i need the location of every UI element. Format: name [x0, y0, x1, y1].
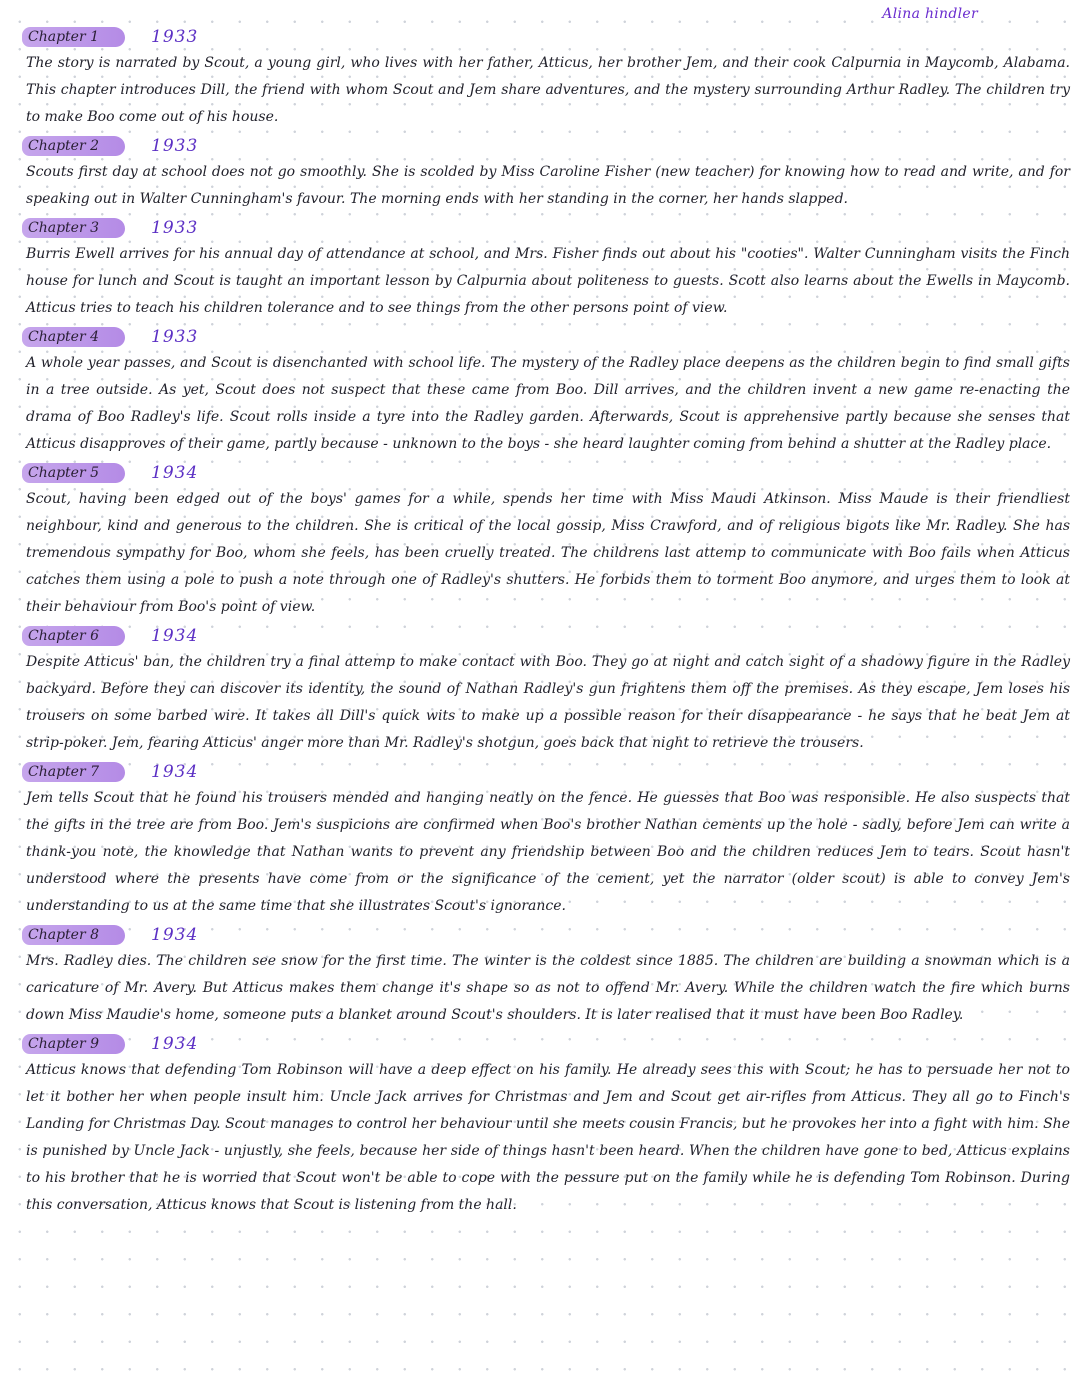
chapter-label: Chapter 6: [22, 626, 125, 646]
chapter-summary: The story is narrated by Scout, a young girl, who lives with her father, Atticus, her brother Jem, and their cook Calpurnia in Maycomb, Alabama. This chapter introduces Dill, the friend with whom Scout and Jem share adventures, and the mystery surrounding Arthur Radley. The children try to make Boo come out of his house.: [26, 55, 1070, 125]
chapter-heading: [22, 460, 1072, 486]
chapter-notes: [22, 22, 1072, 1219]
chapter-section-1: [22, 24, 1072, 131]
chapter-label: Chapter 3: [22, 218, 125, 238]
chapter-year: 1934: [151, 762, 199, 782]
chapter-year: 1934: [151, 626, 199, 646]
chapter-section-6: [22, 623, 1072, 757]
chapter-heading: [22, 215, 1072, 241]
chapter-summary: Despite Atticus' ban, the children try a final attemp to make contact with Boo. They go at night and catch sight of a shadowy figure in the Radley backyard. Before they can discover its identity, the sound of Nathan Radley's gun frightens them off the premises. As they escape, Jem loses his trousers on some barbed wire. It takes all Dill's quick wits to make up a possible reason for their disappearance - he says that he beat Jem at strip-poker. Jem, fearing Atticus' anger more than Mr. Radley's shotgun, goes back that night to retrieve the trousers.: [26, 654, 1070, 751]
chapter-section-9: [22, 1031, 1072, 1219]
author-signature: Alina hindler: [882, 6, 978, 22]
chapter-heading: [22, 623, 1072, 649]
chapter-label: Chapter 7: [22, 762, 125, 782]
chapter-heading: [22, 24, 1072, 50]
chapter-label: Chapter 1: [22, 27, 125, 47]
chapter-heading: [22, 324, 1072, 350]
chapter-year: 1934: [151, 463, 199, 483]
chapter-year: 1934: [151, 1034, 199, 1054]
chapter-summary: Jem tells Scout that he found his trousers mended and hanging neatly on the fence. He guesses that Boo was responsible. He also suspects that the gifts in the tree are from Boo. Jem's suspicions are confirmed when Boo's brother Nathan cements up the hole - sadly, before Jem can write a thank-you note, the knowledge that Nathan wants to prevent any friendship between Boo and the children reduces Jem to tears. Scout hasn't understood where the presents have come from or the significance of the cement, yet the narrator (older scout) is able to convey Jem's understanding to us at the same time that she illustrates Scout's ignorance.: [26, 790, 1070, 914]
chapter-year: 1934: [151, 925, 199, 945]
chapter-summary: Mrs. Radley dies. The children see snow for the first time. The winter is the coldest since 1885. The children are building a snowman which is a caricature of Mr. Avery. But Atticus makes them change it's shape so as not to offend Mr. Avery. While the children watch the fire which burns down Miss Maudie's home, someone puts a blanket around Scout's shoulders. It is later realised that it must have been Boo Radley.: [26, 953, 1070, 1023]
chapter-section-5: [22, 460, 1072, 621]
chapter-heading: [22, 133, 1072, 159]
chapter-label: Chapter 5: [22, 463, 125, 483]
chapter-section-4: [22, 324, 1072, 458]
chapter-section-8: [22, 922, 1072, 1029]
chapter-year: 1933: [151, 27, 199, 47]
chapter-year: 1933: [151, 218, 199, 238]
chapter-summary: Burris Ewell arrives for his annual day of attendance at school, and Mrs. Fisher finds out about his "cooties". Walter Cunningham visits the Finch house for lunch and Scout is taught an important lesson by Calpurnia about politeness to guests. Scott also learns about the Ewells in Maycomb. Atticus tries to teach his children tolerance and to see things from the other persons point of view.: [26, 246, 1070, 316]
chapter-label: Chapter 9: [22, 1034, 125, 1054]
chapter-heading: [22, 1031, 1072, 1057]
chapter-label: Chapter 4: [22, 327, 125, 347]
chapter-year: 1933: [151, 136, 199, 156]
chapter-summary: Scouts first day at school does not go smoothly. She is scolded by Miss Caroline Fisher (new teacher) for knowing how to read and write, and for speaking out in Walter Cunningham's favour. The morning ends with her standing in the corner, her hands slapped.: [26, 164, 1070, 207]
chapter-summary: Atticus knows that defending Tom Robinson will have a deep effect on his family. He already sees this with Scout; he has to persuade her not to let it bother her when people insult him. Uncle Jack arrives for Christmas and Jem and Scout get air-rifles from Atticus. They all go to Finch's Landing for Christmas Day. Scout manages to control her behaviour until she meets cousin Francis, but he provokes her into a fight with him. She is punished by Uncle Jack - unjustly, she feels, because her side of things hasn't been heard. When the children have gone to bed, Atticus explains to his brother that he is worried that Scout won't be able to cope with the pessure put on the family while he is defending Tom Robinson. During this conversation, Atticus knows that Scout is listening from the hall.: [26, 1062, 1070, 1213]
chapter-label: Chapter 2: [22, 136, 125, 156]
chapter-summary: A whole year passes, and Scout is disenchanted with school life. The mystery of the Radley place deepens as the children begin to find small gifts in a tree outside. As yet, Scout does not suspect that these came from Boo. Dill arrives, and the children invent a new game re-enacting the drama of Boo Radley's life. Scout rolls inside a tyre into the Radley garden. Afterwards, Scout is apprehensive partly because she senses that Atticus disapproves of their game, partly because - unknown to the boys - she heard laughter coming from behind a shutter at the Radley place.: [26, 355, 1070, 452]
chapter-heading: [22, 922, 1072, 948]
chapter-section-3: [22, 215, 1072, 322]
chapter-label: Chapter 8: [22, 925, 125, 945]
chapter-heading: [22, 759, 1072, 785]
chapter-section-7: [22, 759, 1072, 920]
chapter-section-2: [22, 133, 1072, 213]
chapter-summary: Scout, having been edged out of the boys' games for a while, spends her time with Miss Maudi Atkinson. Miss Maude is their friendliest neighbour, kind and generous to the children. She is critical of the local gossip, Miss Crawford, and of religious bigots like Mr. Radley. She has tremendous sympathy for Boo, whom she feels, has been cruelly treated. The childrens last attemp to communicate with Boo fails when Atticus catches them using a pole to push a note through one of Radley's shutters. He forbids them to torment Boo anymore, and urges them to look at their behaviour from Boo's point of view.: [26, 491, 1070, 615]
chapter-year: 1933: [151, 327, 199, 347]
